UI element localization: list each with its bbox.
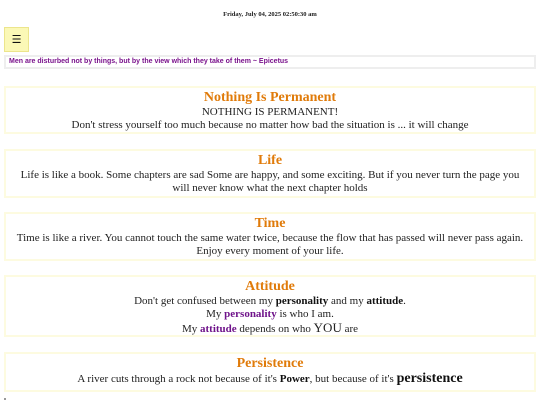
text-span: My	[206, 308, 225, 320]
card-time	[4, 212, 536, 261]
card-nothing-is-permanent	[4, 86, 536, 134]
card-title: Attitude	[245, 279, 295, 294]
card-title: Nothing Is Permanent	[203, 90, 337, 105]
card-text-line	[6, 295, 534, 308]
text-span: is who I am.	[276, 308, 334, 320]
card-text-line	[6, 308, 534, 321]
text-span: , but because of it's	[309, 373, 397, 385]
highlight-persistence: persistence	[396, 371, 463, 386]
corner-mark	[4, 398, 6, 400]
quote-banner: Men are disturbed not by things, but by the view which they take of them ~ Epicetus	[4, 55, 536, 69]
text-span: and my	[328, 295, 367, 307]
card-text-line	[6, 321, 534, 336]
card-text-line: NOTHING IS PERMANENT!	[201, 106, 339, 118]
card-text: Life is like a book. Some chapters are sad Some are happy, and some exciting. But if you never turn the page you will never know what the next chapter holds	[20, 169, 520, 194]
text-span: A river cuts through a rock not because of it's	[77, 373, 280, 385]
text-span: depends on who	[236, 323, 314, 335]
card-title: Time	[254, 216, 286, 231]
card-text: Time is like a river. You cannot touch the same water twice, because the flow that has passed will never pass again. Enjoy every moment of your life.	[16, 232, 524, 257]
highlight-attitude: attitude	[200, 323, 237, 335]
card-persistence	[4, 352, 536, 392]
card-text-line	[6, 372, 534, 386]
text-span: are	[341, 323, 359, 335]
highlight-personality: personality	[275, 295, 329, 307]
menu-button[interactable]	[4, 27, 29, 52]
card-title: Life	[257, 153, 283, 168]
highlight-power: Power	[279, 373, 310, 385]
date-time: Friday, July 04, 2025 02:50:30 am	[223, 11, 317, 18]
card-attitude	[4, 275, 536, 337]
highlight-you: YOU	[313, 320, 342, 335]
card-life	[4, 149, 536, 198]
text-span: .	[403, 295, 406, 307]
text-span: Don't get confused between my	[134, 295, 276, 307]
highlight-attitude: attitude	[366, 295, 404, 307]
highlight-personality: personality	[224, 308, 277, 320]
card-title: Persistence	[236, 356, 304, 371]
text-span: My	[181, 323, 200, 335]
card-text-line: Don't stress yourself too much because no matter how bad the situation is ... it will change	[71, 119, 469, 131]
hamburger-icon: ☰	[11, 33, 22, 46]
